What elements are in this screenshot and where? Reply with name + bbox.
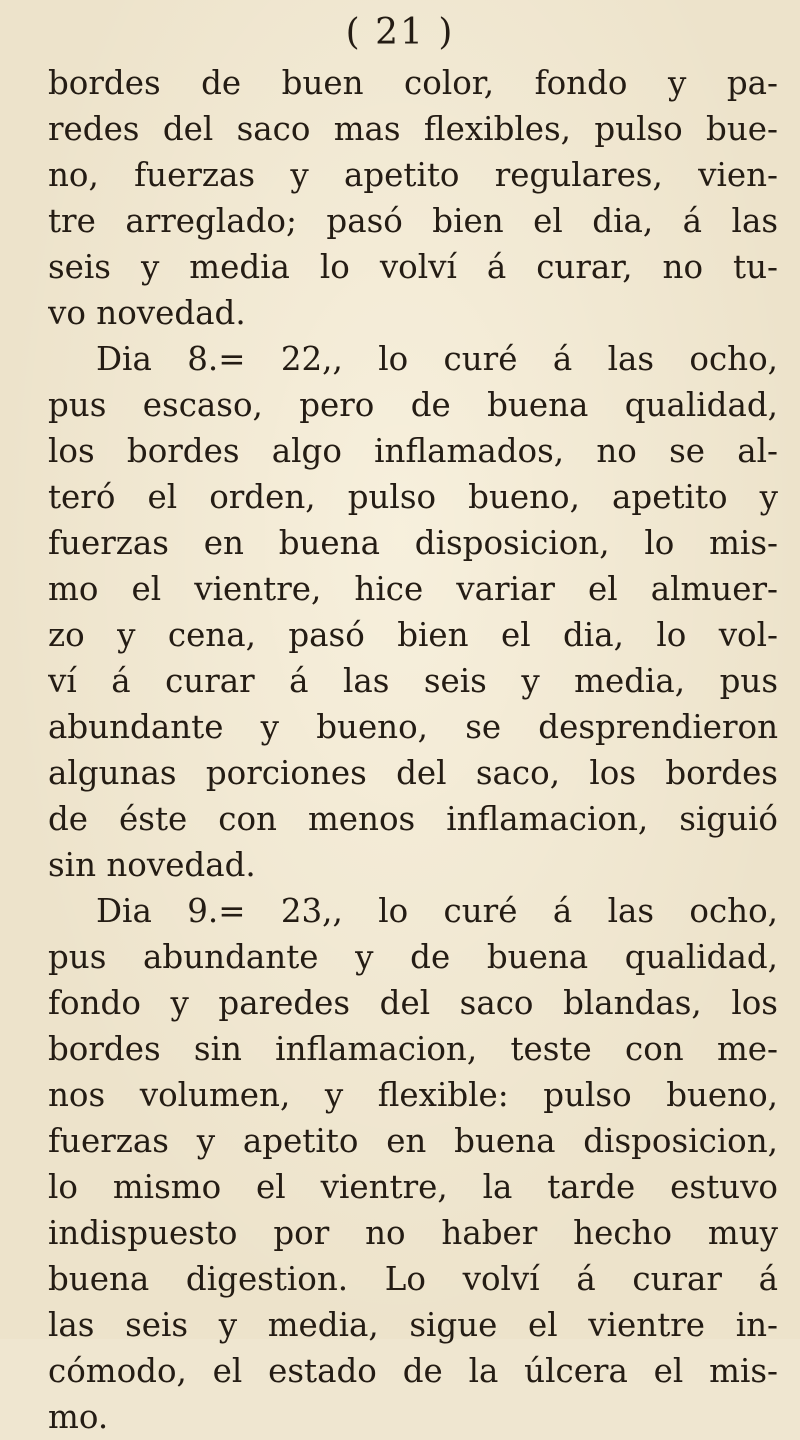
text-line: Dia 9.= 23,, lo curé á las ocho, (96, 892, 778, 930)
text-line: de éste con menos inflamacion, siguió (48, 800, 778, 838)
text-line: seis y media lo volví á curar, no tu- (48, 248, 778, 286)
text-line: redes del saco mas flexibles, pulso bue- (48, 110, 778, 148)
text-line: las seis y media, sigue el vientre in- (48, 1306, 778, 1344)
body-text (48, 60, 778, 1440)
text-line: mo. (48, 1398, 109, 1436)
text-line: fuerzas y apetito en buena disposicion, (48, 1122, 778, 1160)
text-line: indispuesto por no haber hecho muy (48, 1214, 778, 1252)
text-line: cómodo, el estado de la úlcera el mis- (48, 1352, 778, 1390)
text-line: pus abundante y de buena qualidad, (48, 938, 778, 976)
text-line: tre arreglado; pasó bien el dia, á las (48, 202, 778, 240)
text-line: zo y cena, pasó bien el dia, lo vol- (48, 616, 778, 654)
text-line: mo el vientre, hice variar el almuer- (48, 570, 778, 608)
text-line: nos volumen, y flexible: pulso bueno, (48, 1076, 778, 1114)
text-line: pus escaso, pero de buena qualidad, (48, 386, 778, 424)
text-line: bordes de buen color, fondo y pa- (48, 64, 778, 102)
text-line: lo mismo el vientre, la tarde estuvo (48, 1168, 778, 1206)
text-line: vo novedad. (48, 294, 246, 332)
text-line: no, fuerzas y apetito regulares, vien- (48, 156, 778, 194)
text-line: ví á curar á las seis y media, pus (48, 662, 778, 700)
text-line: abundante y bueno, se desprendieron (48, 708, 778, 746)
text-line: fuerzas en buena disposicion, lo mis- (48, 524, 778, 562)
text-line: fondo y paredes del saco blandas, los (48, 984, 778, 1022)
text-line: teró el orden, pulso bueno, apetito y (48, 478, 778, 516)
text-line: algunas porciones del saco, los bordes (48, 754, 778, 792)
text-line: Dia 8.= 22,, lo curé á las ocho, (96, 340, 778, 378)
text-line: sin novedad. (48, 846, 256, 884)
text-line: buena digestion. Lo volví á curar á (48, 1260, 778, 1298)
page-number: ( 21 ) (345, 12, 455, 53)
text-line: bordes sin inflamacion, teste con me- (48, 1030, 778, 1068)
text-line: los bordes algo inflamados, no se al- (48, 432, 778, 470)
